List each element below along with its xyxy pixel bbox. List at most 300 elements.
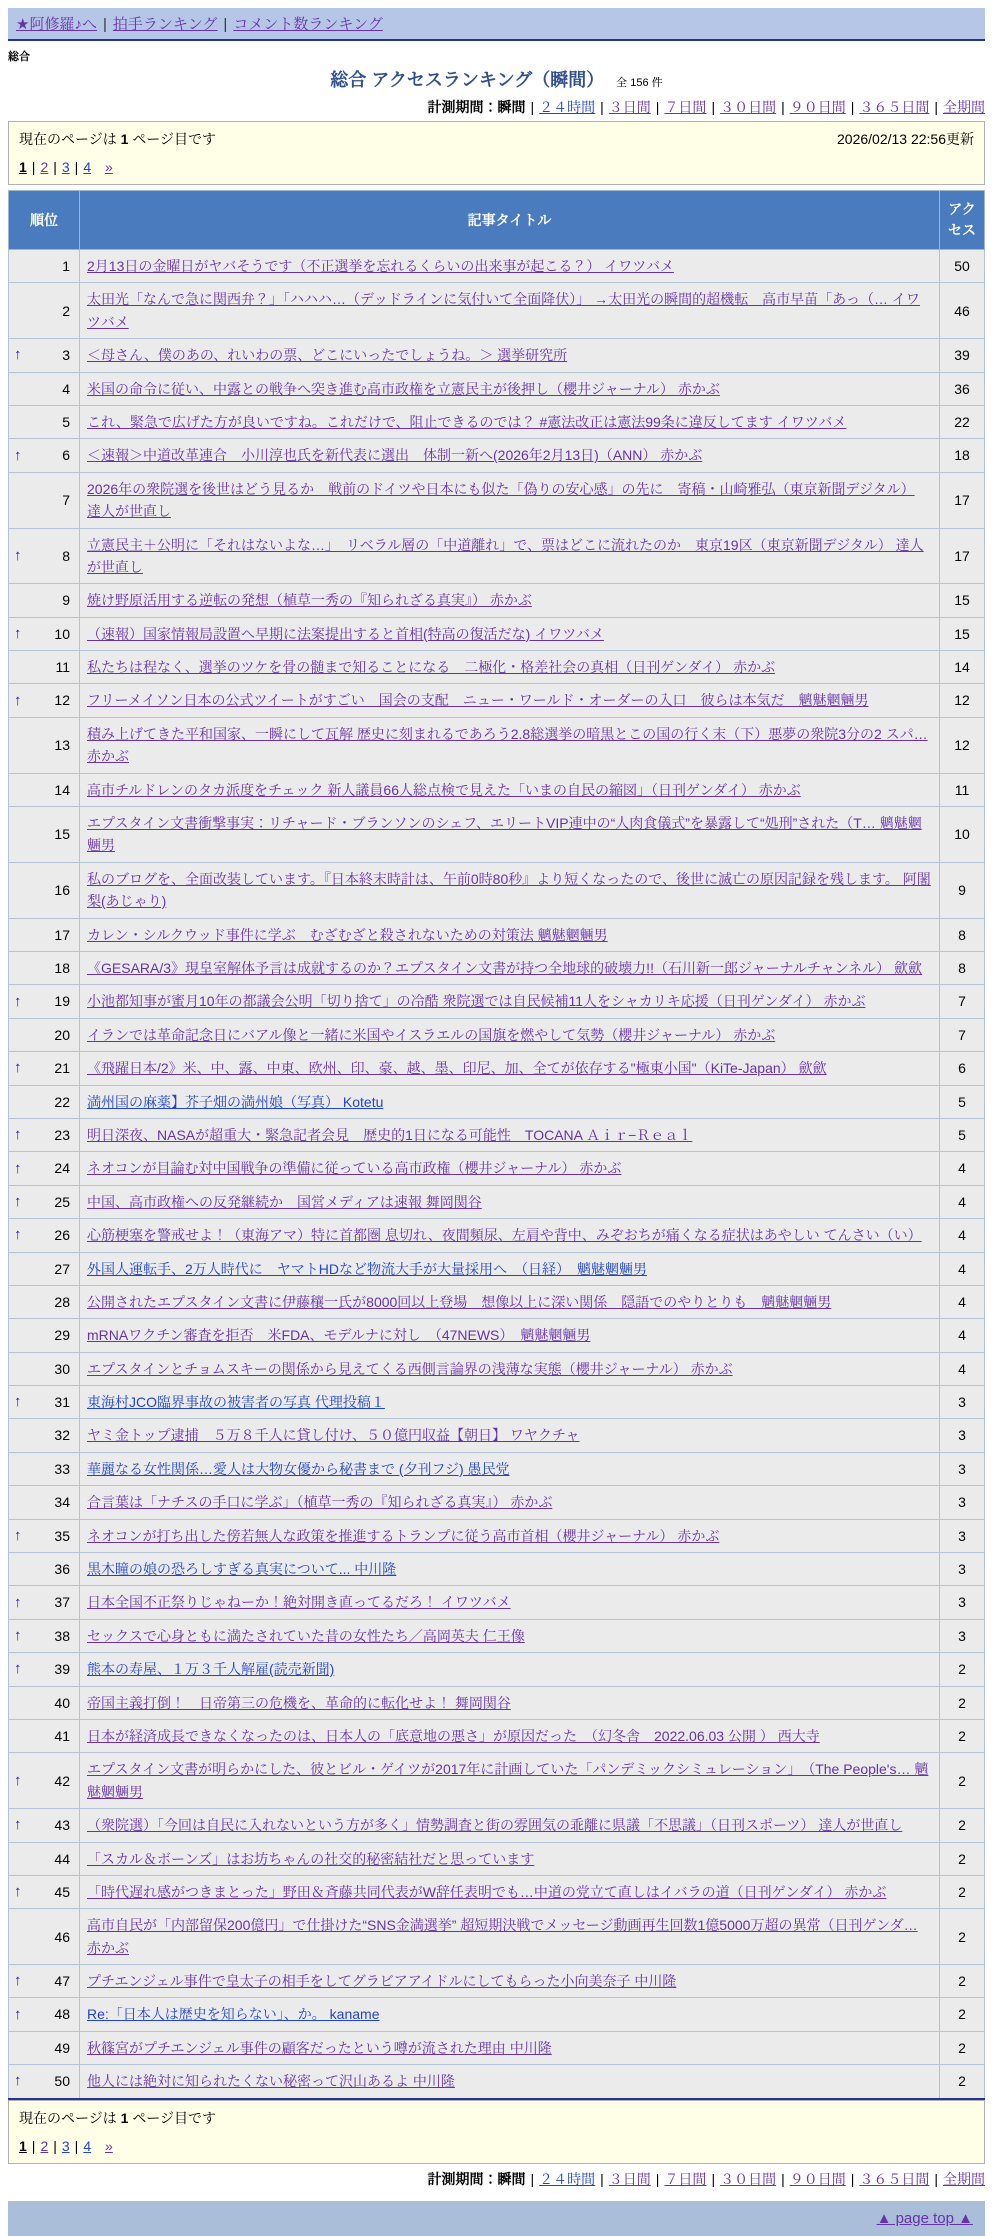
title-cell: [80, 1553, 940, 1586]
article-link[interactable]: ネオコンが目論む対中国戦争の準備に従っている高市政権（櫻井ジャーナル） 赤かぶ: [87, 1160, 622, 1177]
title-cell: [80, 717, 940, 773]
rank-cell: 29: [9, 1319, 80, 1352]
article-link[interactable]: 小池都知事が蜜月10年の都議会公明「切り捨て」の冷酷 衆院選では自民候補11人をシャカリキ応援（日刊ゲンダイ） 赤かぶ: [87, 993, 866, 1010]
access-count: 10: [940, 807, 985, 863]
current-page-text: 現在のページは 1 ページ目です: [19, 2109, 217, 2126]
table-header-row: [9, 191, 985, 250]
access-count: 2: [940, 1842, 985, 1875]
pagination-page-link[interactable]: 4: [83, 2137, 92, 2154]
article-link[interactable]: 熊本の寿屋、１万３千人解雇(読売新聞): [87, 1661, 335, 1678]
table-row: [9, 1653, 985, 1686]
title-cell: [80, 1809, 940, 1842]
article-link[interactable]: エプスタインとチョムスキーの関係から見えてくる西側言論界の浅薄な実態（櫻井ジャーナル） 赤かぶ: [87, 1360, 733, 1377]
article-link[interactable]: セックスで心身ともに満たされていた昔の女性たち／高岡英夫 仁王像: [87, 1627, 525, 1644]
title-cell: [80, 283, 940, 339]
access-count: 4: [940, 1352, 985, 1385]
rank-cell: 2: [9, 283, 80, 339]
access-count: 50: [940, 250, 985, 283]
access-count: 5: [940, 1118, 985, 1151]
table-row: [9, 1118, 985, 1151]
access-count: 4: [940, 1185, 985, 1218]
pagination-next-link[interactable]: »: [105, 2137, 113, 2154]
table-row: [9, 617, 985, 650]
article-link[interactable]: 他人には絶対に知られたくない秘密って沢山あるよ 中川隆: [87, 2073, 455, 2090]
title-cell: [80, 1352, 940, 1385]
title-cell: [80, 918, 940, 951]
column-header-access: アクセス: [940, 191, 985, 250]
table-row: [9, 1842, 985, 1875]
article-link[interactable]: （速報）国家情報局設置へ早期に法案提出すると首相(特高の復活だな) イワツバメ: [87, 625, 604, 642]
article-link[interactable]: 米国の命令に従い、中露との戦争へ突き進む高市政権を立憲民主が後押し（櫻井ジャーナル） 赤かぶ: [87, 380, 720, 397]
rank-up-arrow-icon: ↑: [14, 691, 22, 709]
rank-cell: ↑ 19: [9, 985, 80, 1018]
table-row: [9, 1486, 985, 1519]
article-link[interactable]: イランでは革命記念日にバアル像と一緒に米国やイスラエルの国旗を燃やして気勢（櫻井ジャーナル） 赤かぶ: [87, 1026, 776, 1043]
article-link[interactable]: カレン・シルクウッド事件に学ぶ むざむざと殺されないための対策法 魑魅魍魎男: [87, 926, 608, 943]
table-row: [9, 1619, 985, 1652]
pagination-page-link[interactable]: 2: [40, 2137, 49, 2154]
rank-cell: ↑ 43: [9, 1809, 80, 1842]
page-title-bar: [8, 66, 985, 92]
rank-up-arrow-icon: ↑: [14, 1226, 22, 1244]
title-cell: [80, 1619, 940, 1652]
article-link[interactable]: 満州国の麻薬】芥子畑の満州娘（写真） Kotetu: [87, 1093, 384, 1110]
rank-cell: 15: [9, 807, 80, 863]
rank-cell: 28: [9, 1285, 80, 1318]
period-link[interactable]: ３０日間: [720, 2170, 777, 2187]
access-count: 12: [940, 684, 985, 717]
access-count: 12: [940, 717, 985, 773]
rank-cell: 30: [9, 1352, 80, 1385]
page-info-box-bottom: [8, 2100, 985, 2164]
period-label: 計測期間：: [427, 99, 498, 115]
article-link[interactable]: 合言葉は「ナチスの手口に学ぶ」（植草一秀の『知られざる真実』） 赤かぶ: [87, 1494, 553, 1511]
title-cell: [80, 773, 940, 806]
rank-cell: 46: [9, 1909, 80, 1965]
table-row: [9, 1285, 985, 1318]
column-header-rank: 順位: [9, 191, 80, 250]
access-count: 14: [940, 651, 985, 684]
access-count: 2: [940, 1809, 985, 1842]
access-count: 3: [940, 1452, 985, 1485]
pagination-page-link[interactable]: 4: [83, 159, 92, 175]
article-link[interactable]: これ、緊急で広げた方が良いですね。これだけで、阻止できるのでは？ #憲法改正は憲法99条に違反してます イワツバメ: [87, 413, 847, 430]
period-link[interactable]: ２４時間: [539, 2170, 596, 2187]
title-cell: [80, 617, 940, 650]
access-count: 2: [940, 1753, 985, 1809]
table-row: [9, 283, 985, 339]
article-link[interactable]: 公開されたエプスタイン文書に伊藤穰一氏が8000回以上登場 想像以上に深い関係 隠語でのやりとりも 魑魅魍魎男: [87, 1293, 832, 1310]
rank-cell: ↑ 10: [9, 617, 80, 650]
rank-cell: ↑ 45: [9, 1875, 80, 1908]
access-count: 36: [940, 372, 985, 405]
article-link[interactable]: 帝国主義打倒！ 日帝第三の危機を、革命的に転化せよ！ 舞岡関谷: [87, 1694, 511, 1711]
rank-cell: ↑ 8: [9, 528, 80, 584]
rank-up-arrow-icon: ↑: [14, 624, 22, 642]
period-link[interactable]: ７日間: [664, 99, 707, 115]
title-cell: [80, 1219, 940, 1252]
article-link[interactable]: 私たちは程なく、選挙のツケを骨の髄まで知ることになる 二極化・格差社会の真相（日刊ゲンダイ） 赤かぶ: [87, 659, 776, 676]
rank-cell: ↑ 26: [9, 1219, 80, 1252]
rank-up-arrow-icon: ↑: [14, 1816, 22, 1834]
title-cell: [80, 584, 940, 617]
access-count: 7: [940, 1018, 985, 1051]
table-row: [9, 472, 985, 528]
table-row: [9, 2031, 985, 2064]
current-page-text: 現在のページは 1 ページ目です: [19, 131, 217, 147]
rank-cell: 49: [9, 2031, 80, 2064]
page-title: 総合 アクセスランキング（瞬間）: [330, 70, 605, 90]
title-cell: [80, 439, 940, 472]
rank-cell: 5: [9, 405, 80, 438]
rank-up-arrow-icon: ↑: [14, 1192, 22, 1210]
article-link[interactable]: 《飛躍日本/2》米、中、露、中東、欧州、印、豪、越、墨、印尼、加、全てが依存する"極東小国"（KiTe-Japan） 歛歛: [87, 1060, 827, 1077]
article-link[interactable]: 積み上げてきた平和国家、一瞬にして瓦解 歴史に刻まれるであろう2.8総選挙の暗黒とこの国の行く末（下）悪夢の衆院3分の2 スパ… 赤かぶ: [87, 725, 928, 765]
top-nav-link[interactable]: 拍手ランキング: [112, 16, 218, 33]
title-cell: [80, 1386, 940, 1419]
title-cell: [80, 1085, 940, 1118]
table-row: [9, 651, 985, 684]
article-link[interactable]: ＜速報＞中道改革連合 小川淳也氏を新代表に選出 体制一新へ(2026年2月13日)（ANN） 赤かぶ: [87, 447, 703, 464]
rank-up-arrow-icon: ↑: [14, 546, 22, 564]
rank-cell: 4: [9, 372, 80, 405]
current-page-number: 1: [120, 2109, 129, 2126]
title-cell: [80, 1719, 940, 1752]
article-link[interactable]: 東海村JCO臨界事故の被害者の写真 代理投稿１: [87, 1394, 385, 1411]
rank-up-arrow-icon: ↑: [14, 1660, 22, 1678]
rank-cell: ↑ 3: [9, 339, 80, 372]
article-link[interactable]: 日本が経済成長できなくなったのは、日本人の「底意地の悪さ」が原因だった （幻冬舎 2022.06.03 公開 ） 西大寺: [87, 1727, 820, 1744]
rank-up-arrow-icon: ↑: [14, 2072, 22, 2090]
table-row: [9, 918, 985, 951]
article-link[interactable]: 2026年の衆院選を後世はどう見るか 戦前のドイツや日本にも似た「偽りの安心感」の先に 寄稿・山崎雅弘（東京新聞デジタル） 達人が世直し: [87, 480, 915, 520]
top-nav-link[interactable]: ★阿修羅♪へ: [16, 16, 97, 33]
article-link[interactable]: 《GESARA/3》現皇室解体予言は成就するのか？エプスタイン文書が持つ全地球的破壊力!!（石川新一郎ジャーナルチャンネル） 歛歛: [87, 959, 923, 976]
period-link[interactable]: 全期間: [943, 2170, 985, 2187]
period-link[interactable]: ９０日間: [789, 99, 846, 115]
access-count: 4: [940, 1152, 985, 1185]
access-count: 3: [940, 1586, 985, 1619]
access-count: 4: [940, 1285, 985, 1318]
period-selector-top: 計測期間：瞬間 | ２４時間 | ３日間 | ７日間 | ３０日間 | ９０日間 | ３６５日間 | 全期間: [427, 99, 985, 115]
article-link[interactable]: 心筋梗塞を警戒せよ！（東海アマ）特に首都圏 息切れ、夜間頻尿、左肩や背中、みぞおちが痛くなる症状はあやしい てんさい（い）: [87, 1227, 922, 1244]
title-cell: [80, 405, 940, 438]
article-link[interactable]: エプスタイン文書が明らかにした、彼とビル・ゲイツが2017年に計画していた「パンデミックシミュレーション」 （The People's… 魑魅魍魎男: [87, 1761, 929, 1800]
top-nav-link[interactable]: コメント数ランキング: [233, 16, 383, 33]
period-label: 計測期間：: [427, 2170, 498, 2187]
table-row: [9, 584, 985, 617]
title-cell: [80, 2031, 940, 2064]
table-row: [9, 439, 985, 472]
rank-cell: 14: [9, 773, 80, 806]
title-cell: [80, 1519, 940, 1552]
rank-up-arrow-icon: ↑: [14, 1883, 22, 1901]
period-current: 瞬間: [497, 2170, 526, 2187]
period-current: 瞬間: [497, 99, 526, 115]
table-row: [9, 717, 985, 773]
rank-cell: 33: [9, 1452, 80, 1485]
pagination-page-link[interactable]: 3: [61, 2137, 70, 2154]
title-cell: [80, 1052, 940, 1085]
access-count: 2: [940, 2065, 985, 2099]
title-cell: [80, 372, 940, 405]
article-link[interactable]: 2月13日の金曜日がヤバそうです（不正選挙を忘れるくらいの出来事が起こる？） イワツバメ: [87, 258, 674, 274]
table-row: [9, 1452, 985, 1485]
table-row: [9, 405, 985, 438]
article-link[interactable]: 日本全国不正祭りじゃねーか！絶対開き直ってるだろ！ イワツバメ: [87, 1594, 511, 1611]
table-row: [9, 1252, 985, 1285]
access-count: 3: [940, 1619, 985, 1652]
article-link[interactable]: 私のブログを、全面改装しています。『日本終末時計は、午前0時80秒』より短くなったので、後世に滅亡の原因記録を残します。 阿闍梨(あじゃり): [87, 870, 931, 910]
rank-cell: 11: [9, 651, 80, 684]
rank-up-arrow-icon: ↑: [14, 2005, 22, 2023]
title-cell: [80, 807, 940, 863]
article-link[interactable]: エプスタイン文書衝撃事実：リチャード・ブランソンのシェフ、エリートVIP連中の“人肉食儀式”を暴露して“処刑”された（T… 魑魅魍魎男: [87, 815, 922, 854]
title-cell: [80, 1486, 940, 1519]
rank-cell: 17: [9, 918, 80, 951]
access-count: 4: [940, 1319, 985, 1352]
table-row: [9, 1152, 985, 1185]
table-row: [9, 807, 985, 863]
table-row: [9, 528, 985, 584]
rank-cell: ↑ 47: [9, 1965, 80, 1998]
period-link[interactable]: ７日間: [664, 2170, 707, 2187]
breadcrumb: 総合: [8, 51, 30, 63]
rank-up-arrow-icon: ↑: [14, 1126, 22, 1144]
rank-cell: 16: [9, 862, 80, 918]
period-link[interactable]: ３６５日間: [859, 99, 930, 115]
rank-cell: 22: [9, 1085, 80, 1118]
column-header-title: 記事タイトル: [80, 191, 940, 250]
table-row: [9, 1809, 985, 1842]
table-row: [9, 1719, 985, 1752]
article-link[interactable]: 外国人運転手、2万人時代に ヤマトHDなど物流大手が大量採用へ （日経） 魑魅魍魎男: [87, 1260, 648, 1277]
title-cell: [80, 472, 940, 528]
rank-cell: ↑ 48: [9, 1998, 80, 2031]
title-cell: [80, 951, 940, 984]
rank-up-arrow-icon: ↑: [14, 1159, 22, 1177]
access-count: 22: [940, 405, 985, 438]
title-cell: [80, 1185, 940, 1218]
rank-cell: ↑ 37: [9, 1586, 80, 1619]
table-row: [9, 1875, 985, 1908]
table-row: [9, 1185, 985, 1218]
article-link[interactable]: プチエンジェル事件で皇太子の相手をしてグラビアアイドルにしてもらった小向美奈子 中川隆: [87, 1973, 677, 1990]
table-row: [9, 1586, 985, 1619]
access-count: 46: [940, 283, 985, 339]
page-top-link[interactable]: ▲ page top ▲: [876, 2209, 973, 2227]
rank-cell: 1: [9, 250, 80, 283]
article-link[interactable]: 黒木瞳の娘の恐ろしすぎる真実について... 中川隆: [87, 1561, 397, 1578]
article-link[interactable]: 明日深夜、NASAが超重大・緊急記者会見 歴史的1日になる可能性 TOCANA Ａｉｒ−Ｒｅａｌ: [87, 1126, 693, 1143]
article-link[interactable]: 「時代遅れ感がつきまとった」野田＆斉藤共同代表がW辞任表明でも…中道の党立て直しはイバラの道（日刊ゲンダイ） 赤かぶ: [87, 1883, 887, 1900]
rank-cell: 18: [9, 951, 80, 984]
rank-cell: 34: [9, 1486, 80, 1519]
total-count: 全 156 件: [616, 77, 663, 89]
access-count: 2: [940, 1875, 985, 1908]
table-row: [9, 684, 985, 717]
article-link[interactable]: ＜母さん、僕のあの、れいわの票、どこにいったでしょうね。＞ 選挙研究所: [87, 347, 568, 364]
article-link[interactable]: ヤミ金トップ逮捕 ５万８千人に貸し付け、５０億円収益【朝日】 ワヤクチャ: [87, 1427, 580, 1444]
access-count: 2: [940, 1719, 985, 1752]
period-selector-bottom: 計測期間：瞬間 | ２４時間 | ３日間 | ７日間 | ３０日間 | ９０日間 | ３６５日間 | 全期間: [427, 2170, 985, 2187]
article-link[interactable]: 高市自民が「内部留保200億円」で仕掛けた“SNS金満選挙” 超短期決戦でメッセージ動画再生回数1億5000万超の異常（日刊ゲンダ… 赤かぶ: [87, 1917, 918, 1956]
article-link[interactable]: 立憲民主＋公明に「それはないよな…」 リベラル層の「中道離れ」で、票はどこに流れたのか 東京19区（東京新聞デジタル） 達人が世直し: [87, 536, 924, 575]
title-cell: [80, 1842, 940, 1875]
rank-up-arrow-icon: ↑: [14, 1626, 22, 1644]
article-link[interactable]: 太田光「なんで急に関西弁？」「ハハハ…（デッドラインに気付いて全面降伏）」 →太田光の瞬間的超機転 高市早苗「あっ（… イワツバメ: [87, 291, 920, 330]
article-link[interactable]: （衆院選）「今回は自民に入れないという方が多く」情勢調査と街の雰囲気の乖離に県議「不思議」（日刊スポーツ） 達人が世直し: [87, 1817, 903, 1834]
access-count: 4: [940, 1219, 985, 1252]
table-row: [9, 1909, 985, 1965]
access-count: 6: [940, 1052, 985, 1085]
title-cell: [80, 250, 940, 283]
rank-up-arrow-icon: ↑: [14, 1393, 22, 1411]
updated-timestamp: 2026/02/13 22:56更新: [837, 131, 974, 147]
table-row: [9, 773, 985, 806]
rank-cell: 40: [9, 1686, 80, 1719]
pagination-page-link[interactable]: 2: [40, 159, 49, 175]
access-count: 15: [940, 584, 985, 617]
table-row: [9, 1085, 985, 1118]
rank-cell: 32: [9, 1419, 80, 1452]
title-cell: [80, 1753, 940, 1809]
article-link[interactable]: 「スカル＆ボーンズ」はお坊ちゃんの社交的秘密結社だと思っています: [87, 1850, 535, 1867]
table-row: [9, 951, 985, 984]
title-cell: [80, 684, 940, 717]
access-count: 3: [940, 1553, 985, 1586]
access-count: 17: [940, 528, 985, 584]
title-cell: [80, 862, 940, 918]
access-count: 3: [940, 1519, 985, 1552]
rank-up-arrow-icon: ↑: [14, 1593, 22, 1611]
pagination-next-link[interactable]: »: [105, 159, 113, 175]
access-count: 3: [940, 1386, 985, 1419]
title-cell: [80, 985, 940, 1018]
rank-cell: ↑ 42: [9, 1753, 80, 1809]
title-cell: [80, 651, 940, 684]
access-count: 7: [940, 985, 985, 1018]
title-cell: [80, 2065, 940, 2099]
table-row: [9, 1753, 985, 1809]
title-cell: [80, 1285, 940, 1318]
current-page-number: 1: [120, 131, 129, 147]
access-count: 3: [940, 1486, 985, 1519]
article-link[interactable]: Re:「日本人は歴史を知らない」、か。 kaname: [87, 2006, 380, 2023]
access-count: 15: [940, 617, 985, 650]
table-row: [9, 1386, 985, 1419]
table-row: [9, 2065, 985, 2099]
rank-cell: ↑ 31: [9, 1386, 80, 1419]
access-count: 9: [940, 862, 985, 918]
period-link[interactable]: ３日間: [608, 2170, 651, 2187]
access-count: 2: [940, 1686, 985, 1719]
period-link[interactable]: ２４時間: [539, 99, 596, 115]
rank-cell: 27: [9, 1252, 80, 1285]
top-nav: ★阿修羅♪へ | 拍手ランキング | コメント数ランキング: [8, 8, 985, 41]
period-link[interactable]: ３０日間: [720, 99, 777, 115]
title-cell: [80, 1018, 940, 1051]
access-count: 11: [940, 773, 985, 806]
rank-up-arrow-icon: ↑: [14, 1526, 22, 1544]
ranking-table: [8, 190, 985, 2100]
article-link[interactable]: フリーメイソン日本の公式ツイートがすごい 国会の支配 ニュー・ワールド・オーダーの入口 彼らは本気だ 魑魅魍魎男: [87, 692, 869, 709]
page-info-box-top: [8, 121, 985, 185]
rank-cell: 41: [9, 1719, 80, 1752]
period-link[interactable]: ９０日間: [789, 2170, 846, 2187]
rank-cell: ↑ 38: [9, 1619, 80, 1652]
article-link[interactable]: 中国、高市政権への反発継続か 国営メディアは速報 舞岡関谷: [87, 1193, 482, 1210]
access-count: 8: [940, 951, 985, 984]
table-row: [9, 250, 985, 283]
title-cell: [80, 1319, 940, 1352]
article-link[interactable]: 焼け野原活用する逆転の発想（植草一秀の『知られざる真実』） 赤かぶ: [87, 592, 532, 609]
title-cell: [80, 339, 940, 372]
pagination-page-link[interactable]: 3: [61, 159, 70, 175]
period-link[interactable]: 全期間: [943, 99, 985, 115]
table-row: [9, 1519, 985, 1552]
rank-cell: ↑ 21: [9, 1052, 80, 1085]
title-cell: [80, 1909, 940, 1965]
article-link[interactable]: mRNAワクチン審査を拒否 米FDA、モデルナに対し （47NEWS） 魑魅魍魎男: [87, 1327, 591, 1344]
title-cell: [80, 1419, 940, 1452]
article-link[interactable]: 高市チルドレンのタカ派度をチェック 新人議員66人総点検で見えた「いまの自民の縮図」（日刊ゲンダイ） 赤かぶ: [87, 781, 801, 798]
rank-cell: 44: [9, 1842, 80, 1875]
article-link[interactable]: ネオコンが打ち出した傍若無人な政策を推進するトランプに従う高市首相（櫻井ジャーナル） 赤かぶ: [87, 1527, 720, 1544]
rank-up-arrow-icon: ↑: [14, 1059, 22, 1077]
rank-cell: ↑ 50: [9, 2065, 80, 2099]
title-cell: [80, 1653, 940, 1686]
access-count: 2: [940, 2031, 985, 2064]
rank-up-arrow-icon: ↑: [14, 992, 22, 1010]
table-row: [9, 1352, 985, 1385]
rank-cell: 9: [9, 584, 80, 617]
table-row: [9, 1686, 985, 1719]
table-row: [9, 1319, 985, 1352]
title-cell: [80, 1686, 940, 1719]
title-cell: [80, 1452, 940, 1485]
period-link[interactable]: ３日間: [608, 99, 651, 115]
rank-up-arrow-icon: ↑: [14, 1771, 22, 1789]
title-cell: [80, 528, 940, 584]
title-cell: [80, 1252, 940, 1285]
table-row: [9, 372, 985, 405]
article-link[interactable]: 秋篠宮がプチエンジェル事件の顧客だったという噂が流された理由 中川隆: [87, 2039, 552, 2056]
table-row: [9, 1018, 985, 1051]
access-count: 8: [940, 918, 985, 951]
rank-cell: ↑ 23: [9, 1118, 80, 1151]
table-row: [9, 1965, 985, 1998]
pagination-top: 1 | 2 | 3 | 4 »: [19, 159, 113, 175]
access-count: 4: [940, 1252, 985, 1285]
title-cell: [80, 1998, 940, 2031]
rank-cell: 36: [9, 1553, 80, 1586]
rank-cell: ↑ 35: [9, 1519, 80, 1552]
article-link[interactable]: 華麗なる女性関係…愛人は大物女優から秘書まで (夕刊フジ) 愚民党: [87, 1460, 510, 1477]
page: [8, 8, 985, 2236]
access-count: 3: [940, 1419, 985, 1452]
rank-cell: ↑ 6: [9, 439, 80, 472]
page-top-bar: [8, 2201, 985, 2236]
rank-up-arrow-icon: ↑: [14, 446, 22, 464]
pagination-current: 1: [19, 159, 27, 175]
access-count: 2: [940, 1965, 985, 1998]
period-link[interactable]: ３６５日間: [859, 2170, 930, 2187]
pagination-current: 1: [19, 2137, 27, 2154]
table-row: [9, 862, 985, 918]
rank-cell: ↑ 39: [9, 1653, 80, 1686]
title-cell: [80, 1586, 940, 1619]
